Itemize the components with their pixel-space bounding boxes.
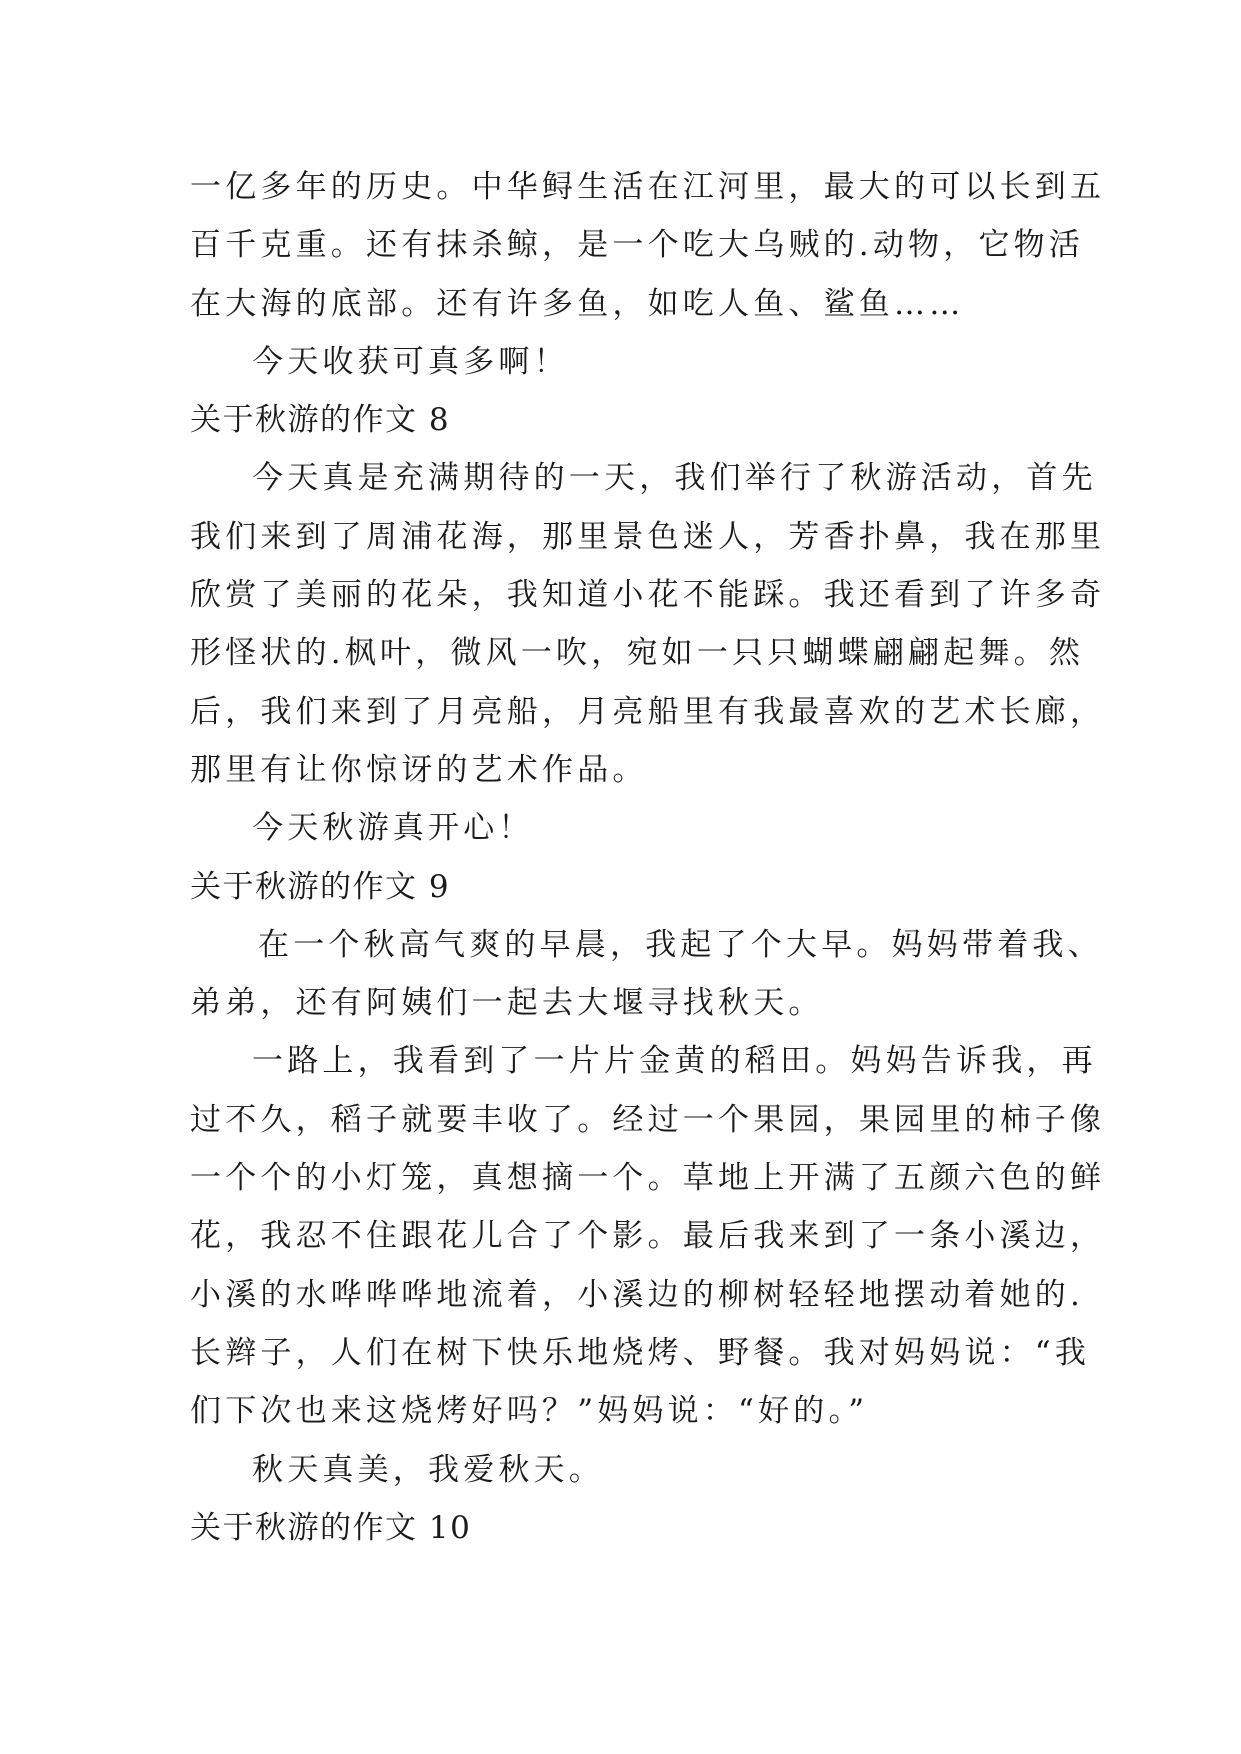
text-line: 百千克重。还有抹杀鲸，是一个吃大乌贼的.动物，它物活 <box>190 227 1085 264</box>
text-line: 长辫子，人们在树下快乐地烧烤、野餐。我对妈妈说：“我 <box>190 1334 1091 1371</box>
text-line: 一个个的小灯笼，真想摘一个。草地上开满了五颜六色的鲜 <box>190 1160 1106 1197</box>
document-body <box>190 158 1106 1557</box>
section-heading: 关于秋游的作文 8 <box>190 402 451 439</box>
text-line: 过不久，稻子就要丰收了。经过一个果园，果园里的柿子像 <box>190 1101 1106 1138</box>
text-line: 形怪状的.枫叶，微风一吹，宛如一只只蝴蝶翩翩起舞。然 <box>190 635 1085 672</box>
text-line: 们下次也来这烧烤好吗？”妈妈说：“好的。” <box>190 1393 869 1430</box>
text-line: 后，我们来到了月亮船，月亮船里有我最喜欢的艺术长廊， <box>190 693 1106 730</box>
text-line: 弟弟，还有阿姨们一起去大堰寻找秋天。 <box>190 985 824 1022</box>
text-line: 花，我忍不住跟花儿合了个影。最后我来到了一条小溪边， <box>190 1218 1106 1255</box>
paragraph-line: 在一个秋高气爽的早晨，我起了个大早。妈妈带着我、 <box>258 926 1103 963</box>
paragraph-line: 今天真是充满期待的一天，我们举行了秋游活动，首先 <box>252 460 1097 497</box>
text-line: 欣赏了美丽的花朵，我知道小花不能踩。我还看到了许多奇 <box>190 577 1106 614</box>
paragraph-line: 今天秋游真开心！ <box>252 810 534 847</box>
text-line: 那里有让你惊讶的艺术作品。 <box>190 751 648 788</box>
text-line: 小溪的水哗哗哗地流着，小溪边的柳树轻轻地摆动着她的. <box>190 1276 1085 1313</box>
paragraph-line: 一路上，我看到了一片片金黄的稻田。妈妈告诉我，再 <box>252 1043 1097 1080</box>
text-line: 我们来到了周浦花海，那里景色迷人，芳香扑鼻，我在那里 <box>190 518 1106 555</box>
paragraph-line: 秋天真美，我爱秋天。 <box>252 1451 604 1488</box>
section-heading: 关于秋游的作文 10 <box>190 1509 472 1546</box>
paragraph-line: 今天收获可真多啊！ <box>252 343 569 380</box>
section-heading: 关于秋游的作文 9 <box>190 868 451 905</box>
text-line: 在大海的底部。还有许多鱼，如吃人鱼、鲨鱼…… <box>190 285 965 322</box>
text-line: 一亿多年的历史。中华鲟生活在江河里，最大的可以长到五 <box>190 169 1106 205</box>
